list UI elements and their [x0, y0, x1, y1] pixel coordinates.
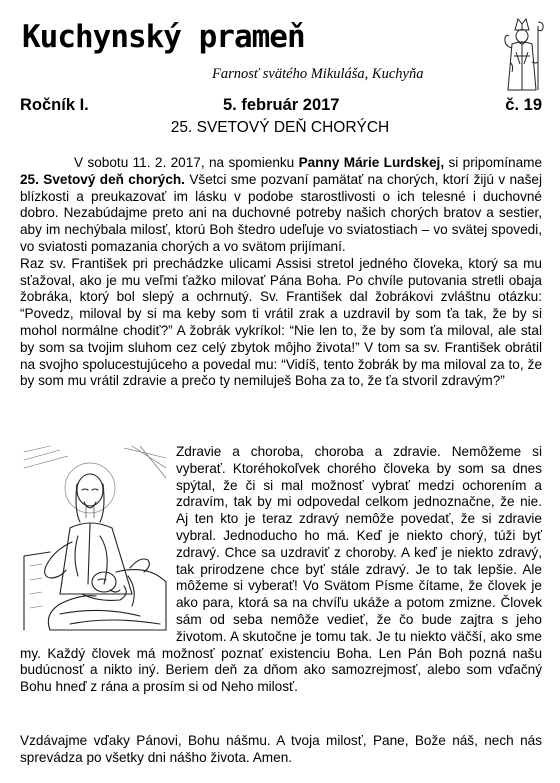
- feast-name: Panny Márie Lurdskej,: [298, 155, 445, 170]
- intro-section: [20, 155, 542, 390]
- intro-paragraph: [20, 155, 542, 256]
- article-headline: 25. SVETOVÝ DEŇ CHORÝCH: [170, 119, 390, 136]
- issue-info-row: [20, 96, 542, 118]
- intro-mid: si pripomíname: [444, 155, 543, 170]
- intro-rest: Všetci sme pozvaní pamätať na chorých, ktorí žijú v našej blízkosti a preukazovať im lásku v podobe starostlivosti o ich telesné i duchovné dobro. Nezabúdajme preto ani na duchovné potreby našich chorých bratov a sestier, aby im nechýbala milosť, ktorú Boh štedro udeľuje vo sviatostiach – vo svätej spovedi, vo sviatosti pomazania chorých a vo svätom prijímaní.: [20, 171, 542, 254]
- world-day-name: 25. Svetový deň chorých.: [20, 171, 185, 187]
- masthead-title: Kuchynský prameň: [22, 19, 305, 55]
- reflection-text: Zdravie a choroba, choroba a zdravie. Nemôžeme si vyberať. Ktoréhokoľvek chorého človeka by som sa dnes spýtal, že či si mal možnosť vybrať medzi ochorením a zdravím, tak by mi odpovedal celkom jednoznačne, že nie. Aj ten kto je teraz zdravý nemôže povedať, že si zdravie vybral. Jednoducho ho má. Keď je niekto chorý, túži byť zdravý. Chce sa uzdraviť z choroby. A keď je niekto zdravý, tak prirodzene chce byť stále zdravý. Je to tak lepšie. Ale môžeme si vyberať! Vo Svätom Písme čítame, že človek je ako para, ktorá sa na chvíľu ukáže a potom zmizne. Človek sám od seba nemôže vedieť, že čo bude zajtra s jeho životom. A skutočne je tomu tak. Je tu niekto väčší, ako sme my. Každý človek má možnosť poznať existenciu Boha. Len Pán Boh pozná našu budúcnosť a nikto iný. Beriem deň za dňom ako samozrejmosť, alebo som vďačný Bohu hneď z rána a prosím si od Neho milosť.: [20, 444, 542, 695]
- bishop-saint-nicholas-icon: [498, 16, 546, 92]
- story-paragraph: Raz sv. František pri prechádzke ulicami Assisi stretol jedného človeka, ktorý sa mu sťažoval, ako je mu veľmi ťažko milovať Pána Boha. Po chvíle putovania stretli obaja žobráka, ktorý bol slepý a ochrnutý. Sv. František dal žobrákovi zvláštnu otázku: “Povedz, miloval by si ma keby som ti vrátil zrak a uzdravil by som ťa tak, že by si mohol normálne chodiť?” A žobrák vykríkol: “Nie len to, že by som ťa miloval, ale stal by som sa tvojim sluhom cez celý zbytok môjho života!” V tom sa sv. František obrátil na svojho spolucestujúceho a povedal mu: “Vidíš, tento žobrák by ma miloval za to, že by som mu vrátil zdravie a prečo ty nemiluješ Boha za to, že ťa stvoril zdravým?”: [20, 255, 542, 389]
- issue-number: č. 19: [505, 96, 542, 114]
- issue-volume: Ročník I.: [20, 96, 89, 114]
- issue-date: 5. február 2017: [223, 96, 340, 114]
- reflection-paragraph: [20, 444, 542, 696]
- masthead-subtitle: Farnosť svätého Mikuláša, Kuchyňa: [212, 66, 424, 82]
- closing-prayer: Vzdávajme vďaky Pánovi, Bohu nášmu. A tvoja milosť, Pane, Bože náš, nech nás sprevádza po všetky dni nášho života. Amen.: [20, 733, 542, 765]
- intro-lead: V sobotu 11. 2. 2017, na spomienku: [74, 155, 299, 170]
